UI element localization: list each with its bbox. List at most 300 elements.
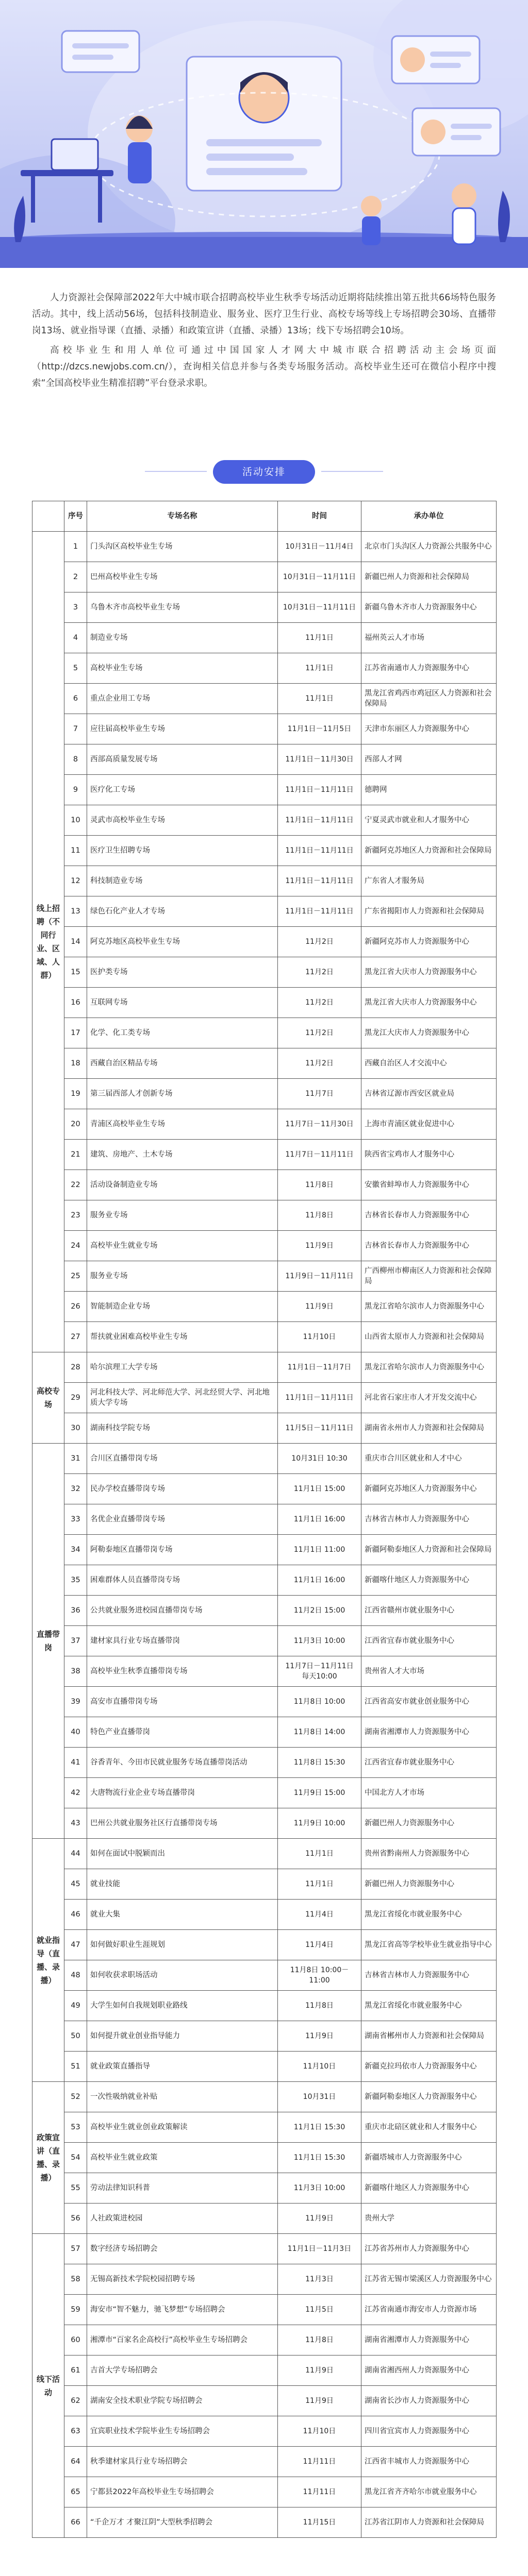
schedule-table-wrapper	[32, 501, 496, 2538]
row-number: 10	[64, 805, 87, 836]
row-organizer: 江西省宜春市就业服务中心	[361, 1626, 497, 1656]
row-organizer: 重庆市北碚区就业和人才服务中心	[361, 2112, 497, 2143]
row-organizer: 黑龙江省高等学校毕业生就业指导中心	[361, 1930, 497, 1960]
row-time: 11月1日－11月11日	[278, 775, 361, 805]
row-time: 11月9日 15:00	[278, 1778, 361, 1808]
row-number: 37	[64, 1626, 87, 1656]
table-row	[32, 2325, 497, 2355]
table-row	[32, 2264, 497, 2295]
row-name: 大学生如何自我规划职业路线	[87, 1991, 278, 2021]
row-name: 就业技能	[87, 1869, 278, 1900]
table-row	[32, 2052, 497, 2082]
header-group	[32, 501, 64, 532]
row-number: 27	[64, 1322, 87, 1352]
row-organizer: 江西省赣州市就业服务中心	[361, 1596, 497, 1626]
table-row	[32, 1808, 497, 1839]
table-row	[32, 623, 497, 653]
row-name: 哈尔滨理工大学专场	[87, 1352, 278, 1383]
row-number: 25	[64, 1261, 87, 1292]
row-organizer: 德聘网	[361, 775, 497, 805]
row-name: 宜宾职业技术学院毕业生专场招聘会	[87, 2416, 278, 2447]
row-number: 43	[64, 1808, 87, 1839]
row-name: 一次性吸纳就业补贴	[87, 2082, 278, 2112]
table-row	[32, 744, 497, 775]
row-time: 11月9日	[278, 1231, 361, 1261]
row-number: 34	[64, 1535, 87, 1565]
row-time: 11月2日	[278, 1048, 361, 1079]
row-number: 2	[64, 562, 87, 592]
group-label: 高校专场	[32, 1352, 64, 1444]
row-organizer: 广东省揭阳市人力资源和社会保障局	[361, 896, 497, 927]
table-row	[32, 1900, 497, 1930]
row-time: 10月31日－11月4日	[278, 532, 361, 562]
row-time: 11月8日	[278, 2325, 361, 2355]
row-time: 11月8日 10:00－11:00	[278, 1960, 361, 1991]
table-row	[32, 2355, 497, 2386]
row-number: 11	[64, 836, 87, 866]
row-name: 如何收获求职场活动	[87, 1960, 278, 1991]
row-number: 24	[64, 1231, 87, 1261]
table-row	[32, 714, 497, 744]
row-time: 10月31日 10:30	[278, 1444, 361, 1474]
row-name: 高校毕业生就业专场	[87, 1231, 278, 1261]
table-row	[32, 562, 497, 592]
row-organizer: 河北省石家庄市人才开发交流中心	[361, 1383, 497, 1413]
row-number: 22	[64, 1170, 87, 1200]
row-name: 应往届高校毕业生专场	[87, 714, 278, 744]
row-number: 39	[64, 1687, 87, 1717]
row-number: 3	[64, 592, 87, 623]
row-organizer: 新疆巴州人力资源和社会保障局	[361, 562, 497, 592]
row-name: 劳动法律知识科普	[87, 2173, 278, 2204]
header-no: 序号	[64, 501, 87, 532]
row-name: 如何提升就业创业指导能力	[87, 2021, 278, 2052]
row-time: 11月7日－11月30日	[278, 1109, 361, 1140]
row-organizer: 新疆喀什地区人力资源服务中心	[361, 2173, 497, 2204]
row-organizer: 新疆巴州人力资源服务中心	[361, 1869, 497, 1900]
table-header-row	[32, 501, 497, 532]
row-number: 61	[64, 2355, 87, 2386]
row-number: 53	[64, 2112, 87, 2143]
row-time: 11月1日	[278, 684, 361, 714]
row-time: 11月1日 15:00	[278, 1474, 361, 1504]
row-number: 44	[64, 1839, 87, 1869]
row-name: 青浦区高校毕业生专场	[87, 1109, 278, 1140]
row-number: 60	[64, 2325, 87, 2355]
row-name: 特色产业直播带岗	[87, 1717, 278, 1748]
row-name: 困难群体人员直播带岗专场	[87, 1565, 278, 1596]
row-time: 10月31日	[278, 2082, 361, 2112]
row-name: 河北科技大学、河北师范大学、河北经贸大学、河北地质大学专场	[87, 1383, 278, 1413]
row-number: 66	[64, 2507, 87, 2538]
table-row	[32, 988, 497, 1018]
row-number: 23	[64, 1200, 87, 1231]
row-organizer: 黑龙江省鸡西市鸡冠区人力资源和社会保障局	[361, 684, 497, 714]
table-row	[32, 2234, 497, 2264]
intro-paragraph-1: 人力资源社会保障部2022年大中城市联合招聘高校毕业生秋季专场活动近期将陆续推出第五批共66场特色服务活动。其中，线上活动56场，包括科技制造业、服务业、医疗卫生行业、高校专场等线上专场招聘会30场、直播带岗13场、就业指导课（直播、录播）和政策宣讲（直播、录播）13场；线下专场招聘会10场。	[32, 293, 496, 336]
row-time: 11月2日 15:00	[278, 1596, 361, 1626]
table-row	[32, 836, 497, 866]
row-number: 8	[64, 744, 87, 775]
row-organizer: 贵州省黔南州人力资源服务中心	[361, 1839, 497, 1869]
row-number: 57	[64, 2234, 87, 2264]
row-number: 30	[64, 1413, 87, 1444]
table-row	[32, 2507, 497, 2538]
table-row	[32, 1352, 497, 1383]
row-number: 21	[64, 1140, 87, 1170]
table-row	[32, 1748, 497, 1778]
row-number: 4	[64, 623, 87, 653]
row-name: 智能制造企业专场	[87, 1292, 278, 1322]
row-name: 就业政策直播指导	[87, 2052, 278, 2082]
row-name: 数字经济专场招聘会	[87, 2234, 278, 2264]
table-row	[32, 1261, 497, 1292]
row-organizer: 北京市门头沟区人力资源公共服务中心	[361, 532, 497, 562]
row-time: 11月7日－11月11日 每天10:00	[278, 1656, 361, 1687]
row-number: 16	[64, 988, 87, 1018]
row-name: 湘潭市“百家名企高校行”高校毕业生专场招聘会	[87, 2325, 278, 2355]
table-row	[32, 1565, 497, 1596]
row-number: 47	[64, 1930, 87, 1960]
row-organizer: 重庆市合川区就业和人才中心	[361, 1444, 497, 1474]
row-name: 阿克苏地区高校毕业生专场	[87, 927, 278, 957]
row-time: 11月3日	[278, 2264, 361, 2295]
table-row	[32, 1930, 497, 1960]
row-time: 11月1日－11月11日	[278, 1383, 361, 1413]
row-organizer: 安徽省蚌埠市人力资源服务中心	[361, 1170, 497, 1200]
row-name: 化学、化工类专场	[87, 1018, 278, 1048]
table-row	[32, 805, 497, 836]
row-time: 11月3日 10:00	[278, 2173, 361, 2204]
table-row	[32, 866, 497, 896]
row-organizer: 新疆喀什地区人力资源服务中心	[361, 1565, 497, 1596]
table-row	[32, 2112, 497, 2143]
row-name: 秋季建材家具行业专场招聘会	[87, 2447, 278, 2477]
row-time: 11月9日 10:00	[278, 1808, 361, 1839]
row-name: 巴州高校毕业生专场	[87, 562, 278, 592]
row-number: 19	[64, 1079, 87, 1109]
row-name: 就业大集	[87, 1900, 278, 1930]
row-time: 11月9日	[278, 1292, 361, 1322]
row-number: 32	[64, 1474, 87, 1504]
row-name: 高校毕业生专场	[87, 653, 278, 684]
row-organizer: 新疆塔城市人力资源服务中心	[361, 2143, 497, 2173]
table-row	[32, 684, 497, 714]
row-time: 11月1日－11月11日	[278, 836, 361, 866]
row-name: 服务业专场	[87, 1200, 278, 1231]
row-organizer: 湖南省湘西州人力资源服务中心	[361, 2355, 497, 2386]
recruitment-illustration	[0, 0, 528, 268]
row-name: 如何在面试中脱颖而出	[87, 1839, 278, 1869]
table-row	[32, 1717, 497, 1748]
table-row	[32, 2386, 497, 2416]
table-row	[32, 1596, 497, 1626]
row-organizer: 湖南省湘潭市人力资源服务中心	[361, 1717, 497, 1748]
table-row	[32, 1960, 497, 1991]
group-label: 直播带岗	[32, 1444, 64, 1839]
row-number: 59	[64, 2295, 87, 2325]
row-name: 海安市“智不魅力，驰飞梦想”专场招聘会	[87, 2295, 278, 2325]
table-row	[32, 2447, 497, 2477]
row-organizer: 黑龙江省齐齐哈尔市就业服务中心	[361, 2477, 497, 2507]
row-name: 西藏自治区精品专场	[87, 1048, 278, 1079]
row-number: 5	[64, 653, 87, 684]
row-number: 6	[64, 684, 87, 714]
row-name: 湖南安全技术职业学院专场招聘会	[87, 2386, 278, 2416]
row-organizer: 湖南省永州市人力资源和社会保障局	[361, 1413, 497, 1444]
row-time: 11月1日－11月11日	[278, 866, 361, 896]
row-time: 11月2日	[278, 1018, 361, 1048]
row-time: 11月9日	[278, 2204, 361, 2234]
row-name: 阿勒泰地区直播带岗专场	[87, 1535, 278, 1565]
table-row	[32, 1839, 497, 1869]
row-name: 活动设备制造业专场	[87, 1170, 278, 1200]
row-organizer: 新疆阿勒泰地区人力资源和社会保障局	[361, 1535, 497, 1565]
row-number: 7	[64, 714, 87, 744]
intro-text	[32, 290, 496, 395]
row-name: 互联网专场	[87, 988, 278, 1018]
row-number: 26	[64, 1292, 87, 1322]
row-name: 如何做好职业生涯规划	[87, 1930, 278, 1960]
row-time: 11月1日 11:00	[278, 1535, 361, 1565]
row-organizer: 宁夏灵武市就业和人才服务中心	[361, 805, 497, 836]
row-number: 58	[64, 2264, 87, 2295]
row-organizer: 湖南省长沙市人力资源服务中心	[361, 2386, 497, 2416]
row-organizer: 江西省宜春市就业服务中心	[361, 1748, 497, 1778]
row-organizer: 上海市青浦区就业促进中心	[361, 1109, 497, 1140]
row-time: 11月8日	[278, 1991, 361, 2021]
row-organizer: 江苏省苏州市人力资源服务中心	[361, 2234, 497, 2264]
row-name: 帮扶就业困难高校毕业生专场	[87, 1322, 278, 1352]
row-organizer: 吉林省吉林市人力资源服务中心	[361, 1960, 497, 1991]
row-name: 湖南科技学院专场	[87, 1413, 278, 1444]
row-number: 62	[64, 2386, 87, 2416]
row-name: 第三届西部人才创新专场	[87, 1079, 278, 1109]
row-organizer: 西部人才网	[361, 744, 497, 775]
row-time: 11月1日－11月3日	[278, 2234, 361, 2264]
hero-banner	[0, 0, 528, 268]
table-row	[32, 1018, 497, 1048]
row-number: 13	[64, 896, 87, 927]
table-row	[32, 1231, 497, 1261]
table-row	[32, 957, 497, 988]
row-time: 11月9日	[278, 2021, 361, 2052]
row-name: 绿色石化产业人才专场	[87, 896, 278, 927]
table-row	[32, 1322, 497, 1352]
row-organizer: 黑龙江省大庆市人力资源服务中心	[361, 988, 497, 1018]
row-number: 54	[64, 2143, 87, 2173]
row-number: 45	[64, 1869, 87, 1900]
row-name: 医护类专场	[87, 957, 278, 988]
table-row	[32, 775, 497, 805]
row-organizer: 陕西省宝鸡市人才服务中心	[361, 1140, 497, 1170]
row-time: 11月1日 15:30	[278, 2112, 361, 2143]
row-organizer: 西藏自治区人才交流中心	[361, 1048, 497, 1079]
header-name: 专场名称	[87, 501, 278, 532]
row-name: 门头沟区高校毕业生专场	[87, 532, 278, 562]
row-time: 11月8日 15:30	[278, 1748, 361, 1778]
row-time: 11月8日 14:00	[278, 1717, 361, 1748]
row-number: 64	[64, 2447, 87, 2477]
row-time: 11月9日－11月11日	[278, 1261, 361, 1292]
row-organizer: 贵州省人才大市场	[361, 1656, 497, 1687]
row-time: 11月3日 10:00	[278, 1626, 361, 1656]
row-time: 11月8日	[278, 1170, 361, 1200]
row-time: 11月8日	[278, 1200, 361, 1231]
table-row	[32, 2021, 497, 2052]
row-name: 无锡高新技术学院校园招聘专场	[87, 2264, 278, 2295]
table-row	[32, 1444, 497, 1474]
row-organizer: 黑龙江大庆市人力资源服务中心	[361, 1018, 497, 1048]
row-name: 合川区直播带岗专场	[87, 1444, 278, 1474]
row-time: 11月10日	[278, 2052, 361, 2082]
row-name: 高校毕业生就业创业政策解读	[87, 2112, 278, 2143]
row-time: 11月11日	[278, 2477, 361, 2507]
row-organizer: 吉林省吉林市人力资源服务中心	[361, 1504, 497, 1535]
row-organizer: 新疆乌鲁木齐市人力资源服务中心	[361, 592, 497, 623]
row-name: 医疗化工专场	[87, 775, 278, 805]
row-time: 11月1日	[278, 1839, 361, 1869]
row-name: 重点企业用工专场	[87, 684, 278, 714]
row-organizer: 黑龙江省绥化市就业服务中心	[361, 1991, 497, 2021]
row-organizer: 江西省高安市就业创业服务中心	[361, 1687, 497, 1717]
table-row	[32, 927, 497, 957]
row-number: 14	[64, 927, 87, 957]
row-number: 31	[64, 1444, 87, 1474]
row-name: 公共就业服务进校园直播带岗专场	[87, 1596, 278, 1626]
row-time: 11月8日 10:00	[278, 1687, 361, 1717]
row-name: 民办学校直播带岗专场	[87, 1474, 278, 1504]
row-organizer: 吉林省辽源市西安区就业局	[361, 1079, 497, 1109]
group-label: 就业指导（直播、录播）	[32, 1839, 64, 2082]
row-name: 科技制造业专场	[87, 866, 278, 896]
row-time: 11月5日－11月11日	[278, 1413, 361, 1444]
row-number: 46	[64, 1900, 87, 1930]
row-name: 乌鲁木齐市高校毕业生专场	[87, 592, 278, 623]
row-time: 11月1日 16:00	[278, 1504, 361, 1535]
table-row	[32, 532, 497, 562]
table-row	[32, 1048, 497, 1079]
row-organizer: 黑龙江省哈尔滨市人力资源服务中心	[361, 1292, 497, 1322]
row-number: 52	[64, 2082, 87, 2112]
table-row	[32, 1778, 497, 1808]
table-row	[32, 1535, 497, 1565]
group-label: 线下活动	[32, 2234, 64, 2538]
row-time: 11月5日	[278, 2295, 361, 2325]
row-organizer: 吉林省长春市人力资源服务中心	[361, 1231, 497, 1261]
row-name: 建筑、房地产、土木专场	[87, 1140, 278, 1170]
row-organizer: 山西省太原市人力资源和社会保障局	[361, 1322, 497, 1352]
row-organizer: 江苏省南通市人力资源服务中心	[361, 653, 497, 684]
table-row	[32, 1200, 497, 1231]
row-organizer: 新疆阿克苏市人力资源服务中心	[361, 927, 497, 957]
row-name: 服务业专场	[87, 1261, 278, 1292]
row-organizer: 新疆阿勒泰地区人力资源服务中心	[361, 2082, 497, 2112]
row-time: 11月1日 15:30	[278, 2143, 361, 2173]
row-time: 11月1日－11月11日	[278, 896, 361, 927]
row-organizer: 江苏省江阴市人力资源和社会保障局	[361, 2507, 497, 2538]
row-number: 56	[64, 2204, 87, 2234]
row-time: 11月1日－11月30日	[278, 744, 361, 775]
schedule-table-body	[32, 532, 497, 2538]
schedule-table	[32, 501, 497, 2538]
row-organizer: 广东省人才服务局	[361, 866, 497, 896]
row-number: 42	[64, 1778, 87, 1808]
intro-paragraph-2: 高校毕业生和用人单位可通过中国国家人才网大中城市联合招聘活动主会场页面（http://dzcs.newjobs.com.cn/），查询相关信息并参与各类专场服务活动。高校毕业生还可在微信小程序中搜索“全国高校毕业生精准招聘”平台登录求职。	[32, 345, 496, 388]
row-number: 1	[64, 532, 87, 562]
row-number: 63	[64, 2416, 87, 2447]
table-row	[32, 2477, 497, 2507]
row-time: 11月7日－11月11日	[278, 1140, 361, 1170]
row-name: 巴州公共就业服务社区行直播带岗专场	[87, 1808, 278, 1839]
row-time: 11月9日	[278, 2355, 361, 2386]
table-row	[32, 1383, 497, 1413]
header-org: 承办单位	[361, 501, 497, 532]
row-time: 11月1日－11月11日	[278, 805, 361, 836]
table-row	[32, 1626, 497, 1656]
row-number: 48	[64, 1960, 87, 1991]
table-row	[32, 1474, 497, 1504]
row-number: 20	[64, 1109, 87, 1140]
row-name: 大唐物流行业企业专场直播带岗	[87, 1778, 278, 1808]
row-organizer: 新疆阿克苏地区人力资源和社会保障局	[361, 836, 497, 866]
row-time: 11月11日	[278, 2447, 361, 2477]
row-name: 建材家具行业专场直播带岗	[87, 1626, 278, 1656]
row-number: 65	[64, 2477, 87, 2507]
row-name: 高安市直播带岗专场	[87, 1687, 278, 1717]
row-name: 制造业专场	[87, 623, 278, 653]
row-number: 38	[64, 1656, 87, 1687]
row-organizer: 新疆阿克苏地区人力资源服务中心	[361, 1474, 497, 1504]
row-time: 11月1日 16:00	[278, 1565, 361, 1596]
row-organizer: 江西省丰城市人力资源服务中心	[361, 2447, 497, 2477]
table-row	[32, 653, 497, 684]
row-organizer: 江苏省南通市海安市人力资源市场	[361, 2295, 497, 2325]
table-row	[32, 896, 497, 927]
row-time: 11月15日	[278, 2507, 361, 2538]
row-name: 高校毕业生就业政策	[87, 2143, 278, 2173]
row-organizer: 福州英云人才市场	[361, 623, 497, 653]
table-row	[32, 2082, 497, 2112]
row-number: 40	[64, 1717, 87, 1748]
row-number: 29	[64, 1383, 87, 1413]
row-number: 33	[64, 1504, 87, 1535]
row-number: 55	[64, 2173, 87, 2204]
row-number: 18	[64, 1048, 87, 1079]
row-time: 11月10日	[278, 1322, 361, 1352]
row-number: 50	[64, 2021, 87, 2052]
row-name: 灵武市高校毕业生专场	[87, 805, 278, 836]
row-number: 17	[64, 1018, 87, 1048]
row-organizer: 湖南省郴州市人力资源和社会保障局	[361, 2021, 497, 2052]
row-time: 10月31日－11月11日	[278, 562, 361, 592]
row-number: 12	[64, 866, 87, 896]
row-name: 谷香青年、今田市民就业服务专场直播带岗活动	[87, 1748, 278, 1778]
row-time: 10月31日－11月11日	[278, 592, 361, 623]
row-number: 36	[64, 1596, 87, 1626]
row-time: 11月9日	[278, 2386, 361, 2416]
table-row	[32, 592, 497, 623]
row-time: 11月10日	[278, 2416, 361, 2447]
row-organizer: 黑龙江省哈尔滨市人力资源服务中心	[361, 1352, 497, 1383]
row-number: 28	[64, 1352, 87, 1383]
table-row	[32, 2173, 497, 2204]
row-organizer: 黑龙江省大庆市人力资源服务中心	[361, 957, 497, 988]
row-number: 9	[64, 775, 87, 805]
row-name: 名优企业直播带岗专场	[87, 1504, 278, 1535]
row-time: 11月1日	[278, 623, 361, 653]
table-row	[32, 2416, 497, 2447]
